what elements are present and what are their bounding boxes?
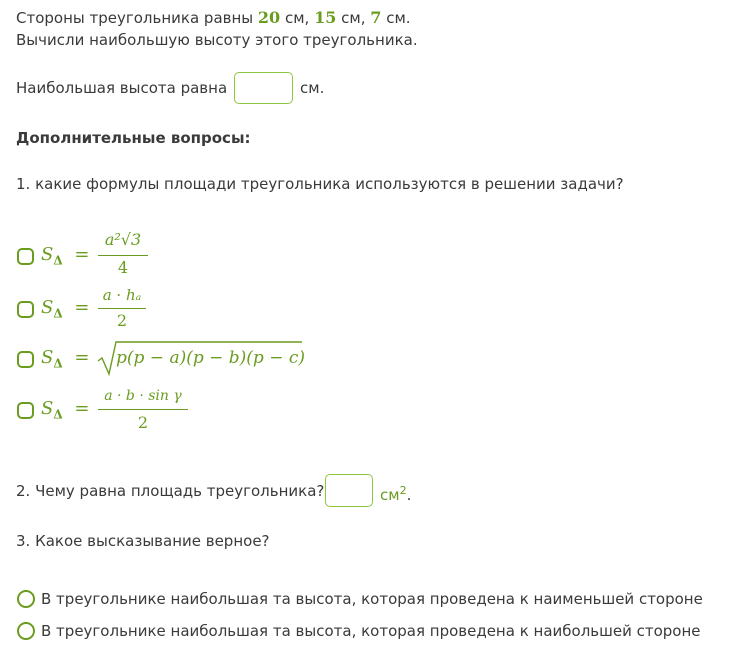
option-1-radio[interactable]: [17, 590, 35, 608]
task-line-2: Вычисли наибольшую высоту этого треугольника.: [16, 31, 418, 49]
formula-4-numerator: a · b · sin γ: [104, 388, 182, 404]
formula-1-denominator: 4: [117, 258, 129, 277]
formula-1-checkbox[interactable]: [17, 248, 34, 265]
formula-2-lhs: $S_\Delta$ =: [41, 297, 90, 321]
extra-heading: Дополнительные вопросы:: [16, 129, 251, 147]
area-answer-input[interactable]: [325, 474, 373, 507]
formula-4-lhs: $S_\Delta$ =: [41, 398, 90, 422]
question-3: 3. Какое высказывание верное?: [16, 532, 270, 550]
side-1: 20: [257, 8, 281, 27]
formula-1-numerator: a²√3: [104, 230, 142, 249]
option-1-label[interactable]: В треугольнике наибольшая та высота, которая проведена к наименьшей стороне: [41, 590, 703, 608]
option-2-label[interactable]: В треугольнике наибольшая та высота, которая проведена к наибольшей стороне: [41, 622, 701, 640]
formula-1-lhs: $S_\Delta$ =: [41, 244, 90, 268]
formula-1-fraction-bar: [98, 255, 148, 256]
answer-unit: см.: [300, 79, 325, 97]
side-2: 15: [314, 8, 337, 27]
formula-3-radicand: p(p − a)(p − b)(p − c): [116, 348, 306, 368]
formula-2-numerator: a · hₐ: [102, 286, 142, 304]
formula-3-lhs: $S_\Delta$ =: [41, 347, 90, 371]
side-3: 7: [370, 8, 382, 27]
formula-2-denominator: 2: [116, 311, 128, 330]
formula-2-fraction-bar: [98, 308, 146, 309]
formula-4-fraction-bar: [98, 409, 188, 410]
height-answer-input[interactable]: [234, 72, 293, 104]
question-1: 1. какие формулы площади треугольника используются в решении задачи?: [16, 175, 624, 193]
formula-3-checkbox[interactable]: [17, 351, 34, 368]
question-2: 2. Чему равна площадь треугольника?: [16, 482, 325, 500]
formula-2-checkbox[interactable]: [17, 301, 34, 318]
formula-4-denominator: 2: [137, 413, 149, 432]
answer-label: Наибольшая высота равна: [16, 79, 228, 97]
formula-4-checkbox[interactable]: [17, 402, 34, 419]
area-unit: $см^2$.: [380, 484, 412, 504]
task-line-1: Стороны треугольника равны 20 см, 15 см, 7 см.: [16, 8, 411, 27]
option-2-radio[interactable]: [17, 622, 35, 640]
